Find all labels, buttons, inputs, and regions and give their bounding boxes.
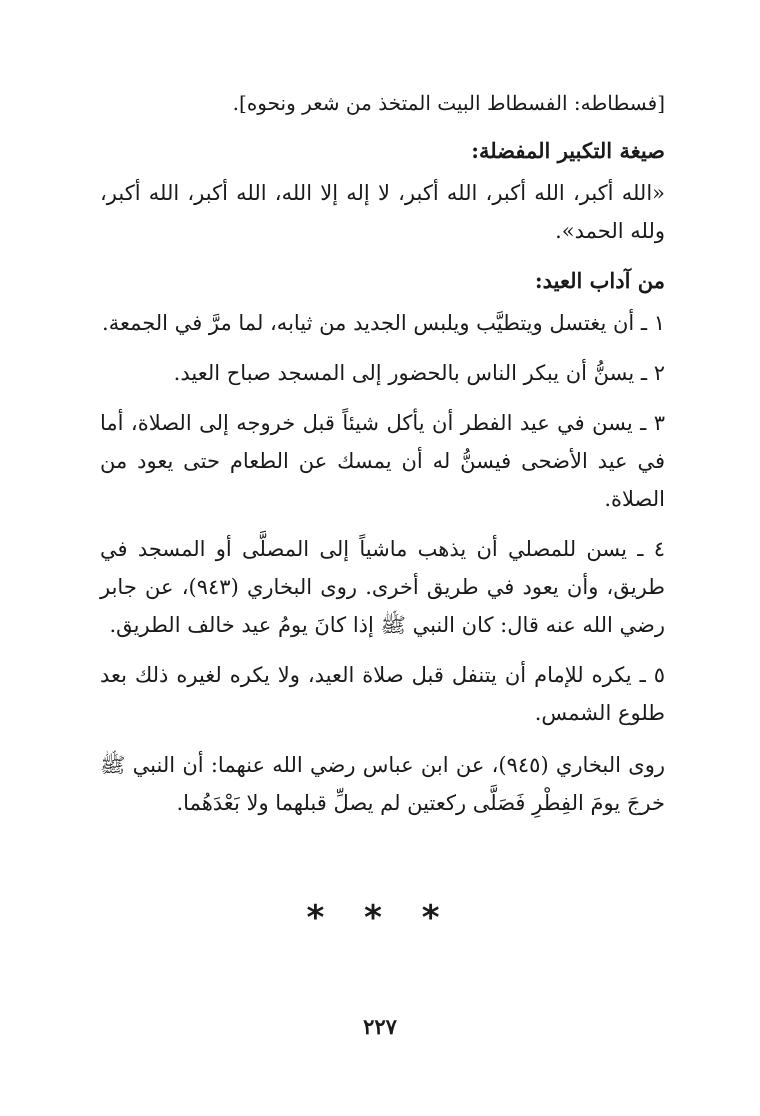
list-item: ١ ـ أن يغتسل ويتطيَّب ويلبس الجديد من ثيابه، لما مرَّ في الجمعة. bbox=[102, 311, 665, 335]
takbir-text: «الله أكبر، الله أكبر، الله أكبر، لا إله إلا الله، الله أكبر، الله أكبر، ولله الحمد». bbox=[100, 181, 665, 243]
page-body bbox=[100, 84, 665, 834]
list-item: ٥ ـ يكره للإمام أن يتنفل قبل صلاة العيد، ولا يكره لغيره ذلك بعد طلوع الشمس. bbox=[100, 663, 665, 725]
list-item: ٢ ـ يسنُّ أن يبكر الناس بالحضور إلى المسجد صباح العيد. bbox=[173, 361, 665, 385]
takbir-heading: صيغة التكبير المفضلة: bbox=[471, 138, 665, 163]
section-separator: * * * bbox=[306, 898, 454, 938]
list-item: ٣ ـ يسن في عيد الفطر أن يأكل شيئاً قبل خروجه إلى الصلاة، أما في عيد الأضحى فيسنُّ له أن يمسك عن الطعام حتى يعود من الصلاة. bbox=[100, 411, 665, 511]
hadith-paragraph: روى البخاري (٩٤٥)، عن ابن عباس رضي الله عنهما: أن النبي ﷺ خرجَ يومَ الفِطْرِ فَصَلَّى ركعتين لم يصلِّ قبلهما ولا بَعْدَهُما. bbox=[100, 753, 665, 815]
page-number: ٢٢٧ bbox=[363, 1014, 397, 1039]
adab-heading: من آداب العيد: bbox=[534, 268, 665, 293]
footnote-definition: [فسطاطه: الفسطاط البيت المتخذ من شعر ونحوه]. bbox=[232, 91, 665, 115]
list-item: ٤ ـ يسن للمصلي أن يذهب ماشياً إلى المصلَّى أو المسجد في طريق، وأن يعود في طريق أخرى. روى البخاري (٩٤٣)، عن جابر رضي الله عنه قال: كان النبي ﷺ إذا كانَ يومُ عيد خالف الطريق. bbox=[100, 537, 665, 637]
